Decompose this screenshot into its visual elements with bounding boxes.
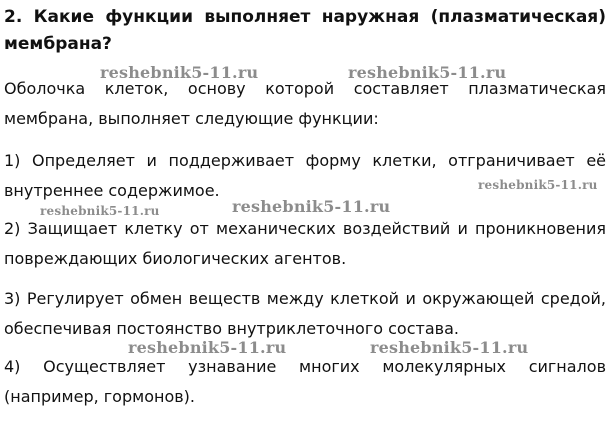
answer-item-2: 2) Защищает клетку от механических воздействий и проникновения повреждающих биологических агентов. [4, 219, 606, 268]
answer-intro: Оболочка клеток, основу которой составляет плазматическая мембрана, выполняет следующие функции: [4, 79, 606, 128]
question-heading: 2. Какие функции выполняет наружная (плазматическая) мембрана? [4, 7, 606, 54]
answer-item-4: 4) Осуществляет узнавание многих молекулярных сигналов (например, гормонов). [4, 357, 606, 406]
watermark: reshebnik5-11.ru [100, 63, 259, 82]
watermark: reshebnik5-11.ru [478, 178, 598, 192]
watermark: reshebnik5-11.ru [232, 197, 391, 216]
watermark: reshebnik5-11.ru [40, 204, 160, 218]
watermark: reshebnik5-11.ru [370, 338, 529, 357]
answer-item-1: 1) Определяет и поддерживает форму клетки, отграничивает её внутреннее содержимое. [4, 151, 606, 200]
answer-item-3: 3) Регулирует обмен веществ между клеткой и окружающей средой, обеспечивая постоянство внутриклеточного состава. [4, 289, 606, 338]
watermark: reshebnik5-11.ru [128, 338, 287, 357]
watermark: reshebnik5-11.ru [348, 63, 507, 82]
